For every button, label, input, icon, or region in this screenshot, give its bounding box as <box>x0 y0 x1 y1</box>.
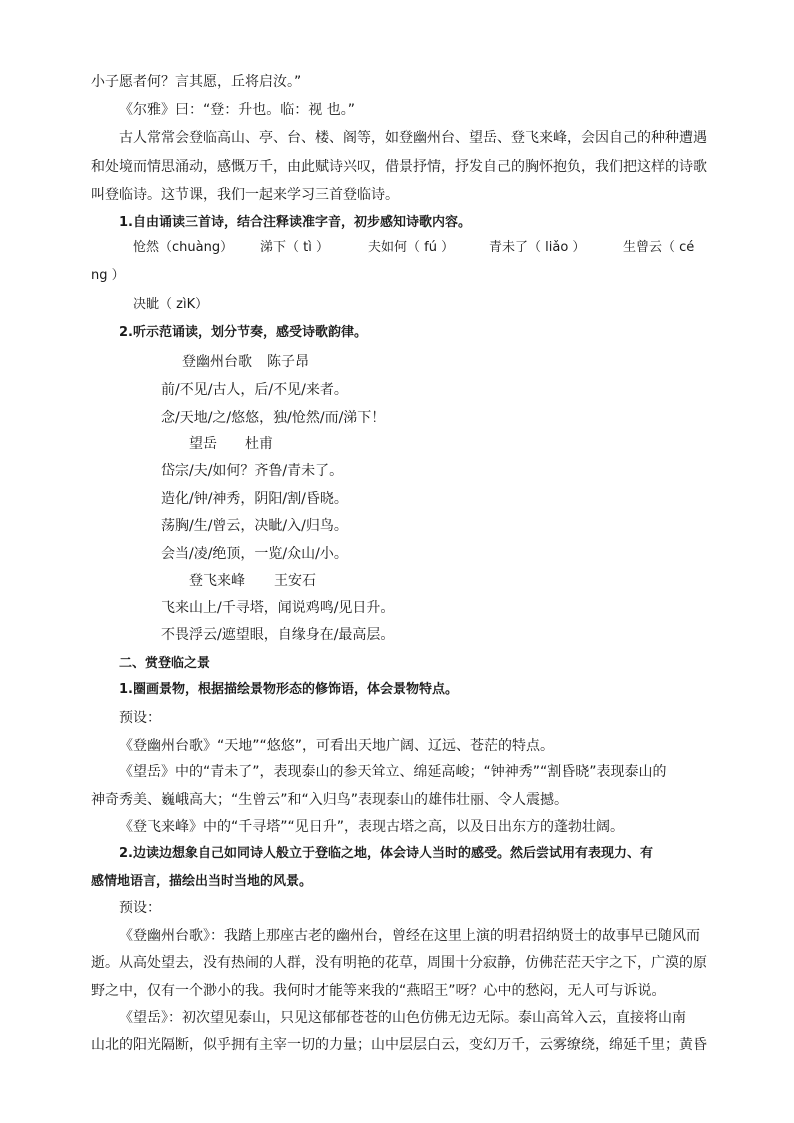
pinyin-item: 生曾云（ cé <box>623 240 695 255</box>
pinyin-item: 青未了（ liǎo ） <box>489 240 586 255</box>
intro-paragraph-line: 和处境而情思涌动，感慨万千，由此赋诗兴叹，借景抒情，抒发自己的胸怀抱负，我们把这样的诗歌 <box>91 159 707 175</box>
poem-author: 王安石 <box>274 573 316 589</box>
poem-line: 岱宗/夫/如何？齐鲁/青未了。 <box>161 463 344 479</box>
poem-line: 念/天地/之/悠悠，独/怆然/而/涕下！ <box>161 410 386 426</box>
pinyin-item: 怆然（chuàng） <box>133 240 234 255</box>
answer-paragraph-line: 《望岳》中的“青未了”，表现泰山的参天耸立、绵延高峻；“钟神秀”“割昏晓”表现泰山的 <box>119 764 667 780</box>
pinyin-item: 决眦（ zìK） <box>133 297 209 312</box>
preset-label: 预设： <box>119 900 161 916</box>
section2-task2-heading: 感情地语言，描绘出当时当地的风景。 <box>91 874 313 889</box>
section-heading: 二、赏登临之景 <box>119 656 211 671</box>
answer-paragraph-line: 野之中，仅有一个渺小的我。我何时才能等来我的“燕昭王”呀？心中的愁闷，无人可与诉说。 <box>91 983 666 999</box>
poem-line: 飞来山上/千寻塔，闻说鸡鸣/见日升。 <box>161 600 395 616</box>
answer-paragraph-line: 《登幽州台歌》“天地”“悠悠”，可看出天地广阔、辽远、苍茫的特点。 <box>119 738 555 754</box>
poem-title: 登飞来峰 <box>189 573 245 589</box>
poem-author: 陈子昂 <box>267 354 309 370</box>
intro-paragraph-line: 古人常常会登临高山、亭、台、楼、阁等，如登幽州台、望岳、登飞来峰，会因自己的种种遭遇 <box>119 130 707 146</box>
poem-author: 杜甫 <box>245 436 273 452</box>
pinyin-item: 涕下（ tì ） <box>260 240 329 255</box>
answer-paragraph-line: 逝。从高处望去，没有热闹的人群，没有明艳的花草，周围十分寂静，仿佛茫茫天宇之下，广漠的原 <box>91 955 707 971</box>
erya-quote: 《尔雅》曰：“登：升也。临：视 也。” <box>119 102 355 118</box>
answer-paragraph-line: 神奇秀美、巍峨高大；“生曾云”和“入归鸟”表现泰山的雄伟壮丽、令人震撼。 <box>91 792 569 808</box>
pinyin-item: 夫如何（ fú ） <box>368 240 455 255</box>
poem-line: 造化/钟/神秀，阴阳/割/昏晓。 <box>161 491 348 507</box>
task2-heading: 2.听示范诵读，划分节奏，感受诗歌韵律。 <box>119 325 367 340</box>
answer-paragraph-line: 山北的阳光隔断，似乎拥有主宰一切的力量；山中层层白云，变幻万千，云雾缭绕，绵延千里；黄昏 <box>91 1037 707 1053</box>
answer-paragraph-line: 《登飞来峰》中的“千寻塔”“见日升”，表现古塔之高，以及日出东方的蓬勃壮阔。 <box>119 819 625 835</box>
poem-line: 荡胸/生/曾云，决眦/入/归鸟。 <box>161 518 348 534</box>
poem-line: 会当/凌/绝顶，一览/众山/小。 <box>161 546 348 562</box>
intro-line: 小子愿者何？言其愿，丘将启汝。” <box>91 74 302 90</box>
answer-paragraph-line: 《望岳》：初次望见泰山，只见这郁郁苍苍的山色仿佛无边无际。泰山高耸入云，直接将山南 <box>119 1010 686 1026</box>
poem-title: 望岳 <box>189 436 217 452</box>
pinyin-item-wrap: ng ） <box>91 268 125 283</box>
task1-heading: 1.自由诵读三首诗，结合注释读准字音，初步感知诗歌内容。 <box>119 215 471 230</box>
section2-task2-heading: 2.边读边想象自己如同诗人般立于登临之地，体会诗人当时的感受。然后尝试用有表现力、有 <box>119 846 653 861</box>
section2-task1-heading: 1.圈画景物，根据描绘景物形态的修饰语，体会景物特点。 <box>119 682 458 697</box>
intro-paragraph-line: 叫登临诗。这节课，我们一起来学习三首登临诗。 <box>91 187 399 203</box>
poem-line: 前/不见/古人，后/不见/来者。 <box>161 382 348 398</box>
poem-line: 不畏浮云/遮望眼，自缘身在/最高层。 <box>161 627 395 643</box>
answer-paragraph-line: 《登幽州台歌》：我踏上那座古老的幽州台，曾经在这里上演的明君招纳贤士的故事早已随风而 <box>119 928 700 944</box>
poem-title: 登幽州台歌 <box>182 354 252 370</box>
preset-label: 预设： <box>119 710 161 726</box>
